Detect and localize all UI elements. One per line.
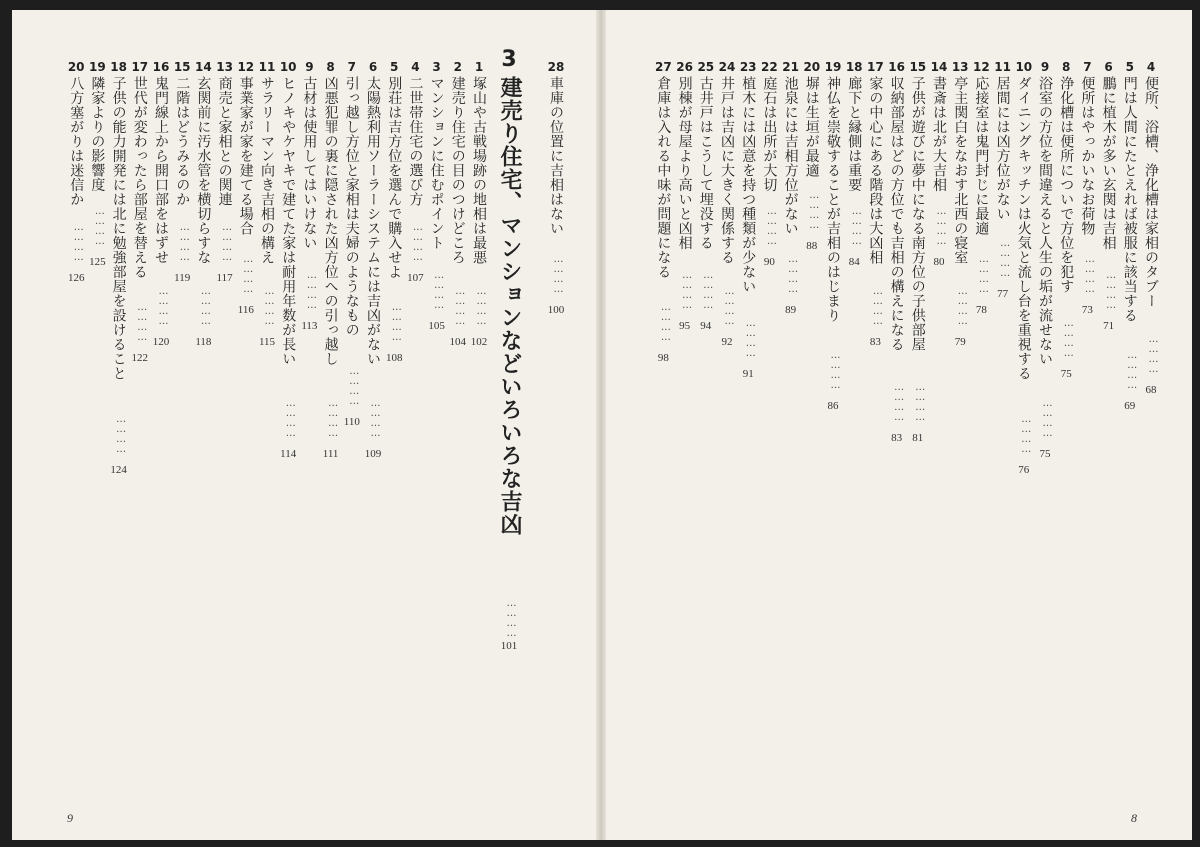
entry-title: ダイニングキッチンは火気と流し台を重視する — [1015, 76, 1032, 381]
entry-number: 9 — [1040, 60, 1050, 74]
entry-number: 12 — [237, 60, 255, 74]
leader-dots: ………… — [999, 238, 1011, 278]
leader-dots: ………… — [702, 270, 714, 310]
entry-number: 25 — [697, 60, 715, 74]
entry-page-number: 78 — [975, 304, 987, 316]
leader-dots: ………… — [242, 254, 254, 294]
leader-dots: ………… — [830, 350, 841, 390]
leader-dots: ………… — [136, 302, 148, 342]
entry-number: 15 — [173, 60, 191, 74]
entry-page-number: 120 — [152, 336, 170, 348]
right-page — [602, 10, 1192, 840]
entry-page-number: 79 — [954, 336, 966, 348]
entry-number: 3 — [432, 60, 441, 74]
entry-title: 古材は使用してはいけない — [301, 76, 318, 250]
entry-title: 応接室は鬼門封じに最適 — [973, 76, 990, 236]
leader-dots: ………… — [787, 254, 799, 294]
entry-title: 書斎は北が大吉相 — [931, 76, 947, 192]
entry-page-number: 105 — [428, 320, 445, 332]
entry-page-number: 100 — [547, 304, 565, 316]
entry-page-number: 94 — [700, 320, 712, 332]
entry-page-number: 126 — [67, 272, 85, 284]
entry-page-number: 84 — [848, 256, 860, 268]
entry-title: 事業家が家を建てる場合 — [237, 76, 254, 236]
entry-page-number: 118 — [195, 336, 212, 348]
entry-page-number: 73 — [1081, 304, 1093, 316]
entry-page-number: 77 — [997, 288, 1009, 300]
entry-number: 10 — [279, 60, 297, 74]
entry-number: 18 — [845, 60, 863, 74]
leader-dots: ………… — [94, 206, 106, 246]
entry-title: 浴室の方位を間違えると人生の垢が流せない — [1037, 76, 1053, 366]
leader-dots: ………… — [285, 398, 297, 438]
entry-number: 28 — [547, 60, 565, 74]
entry-title: 玄関前に汚水管を横切らすな — [195, 76, 212, 265]
entry-title: 二世帯住宅の選び方 — [407, 76, 424, 207]
leader-dots: ………… — [370, 398, 381, 438]
entry-page-number: 71 — [1103, 320, 1115, 332]
entry-title: 子供の能力開発には北に勉強部屋を設けること — [110, 76, 127, 381]
entry-title: 植木には凶意を持つ種類が少ない — [740, 76, 757, 294]
leader-dots: ………… — [115, 414, 127, 454]
entry-title: 便所はやっかいなお荷物 — [1079, 76, 1096, 236]
entry-page-number: 95 — [679, 320, 691, 332]
entry-title: 浄化槽は便所についで方位を犯す — [1058, 76, 1075, 294]
entry-title: 家の中心にある階段は大凶相 — [867, 76, 884, 265]
entry-number: 26 — [676, 60, 693, 74]
section-number: 3 — [501, 47, 517, 72]
entry-number: 7 — [1083, 60, 1092, 74]
entry-page-number: 119 — [174, 272, 191, 284]
entry-title: 倉庫は入れる中味が問題になる — [655, 76, 672, 279]
leader-dots: ………… — [1020, 414, 1032, 454]
left-page — [12, 10, 601, 840]
entry-page-number: 115 — [258, 336, 276, 348]
leader-dots: ………… — [745, 318, 757, 358]
leader-dots: ………… — [1063, 318, 1075, 358]
entry-title: サラリーマン向き吉相の構え — [259, 76, 275, 265]
entry-title: 子供が遊びに夢中になる南方位の子供部屋 — [909, 76, 926, 352]
entry-number: 13 — [951, 60, 969, 74]
entry-title: 井戸は吉凶に大きく関係する — [719, 76, 735, 265]
entry-number: 16 — [888, 60, 905, 74]
entry-title: 別荘は吉方位を選んで購入せよ — [386, 76, 403, 279]
entry-number: 2 — [453, 60, 462, 74]
leader-dots: ………… — [158, 286, 169, 326]
entry-page-number: 111 — [322, 448, 339, 460]
entry-number: 17 — [867, 60, 884, 74]
entry-title: 八方塞がりは迷信か — [68, 76, 85, 207]
entry-title: 太陽熱利用ソーラーシステムには吉凶がない — [365, 76, 381, 366]
entry-number: 22 — [761, 60, 778, 74]
entry-number: 11 — [994, 60, 1011, 74]
leader-dots: ………… — [851, 206, 863, 246]
entry-title: 廊下と縁側は重要 — [846, 76, 863, 192]
leader-dots: ………… — [936, 206, 947, 246]
entry-title: 引っ越し方位と家相は夫婦のようなもの — [343, 76, 360, 337]
entry-page-number: 75 — [1060, 368, 1072, 380]
entry-page-number: 69 — [1124, 400, 1136, 412]
entry-title: 車庫の位置に吉相はない — [548, 76, 564, 236]
entry-page-number: 110 — [343, 416, 360, 428]
leader-dots: ………… — [914, 382, 926, 422]
leader-dots: ………… — [766, 206, 778, 246]
leader-dots: ………… — [476, 286, 487, 326]
entry-number: 13 — [216, 60, 233, 74]
entry-page-number: 86 — [827, 400, 839, 412]
book-spine — [596, 10, 606, 840]
leader-dots: ………… — [433, 270, 445, 310]
leader-dots: ………… — [1148, 334, 1159, 374]
entry-number: 19 — [89, 60, 106, 74]
entry-number: 6 — [368, 60, 378, 74]
entry-number: 12 — [973, 60, 990, 74]
entry-number: 19 — [824, 60, 842, 74]
leader-dots: ………… — [1126, 350, 1138, 390]
entry-title: 二階はどうみるのか — [174, 76, 191, 207]
entry-title: 居間には凶方位がない — [994, 76, 1011, 221]
entry-number: 14 — [195, 60, 212, 74]
leader-dots: ………… — [808, 190, 820, 230]
entry-page-number: 83 — [869, 336, 881, 348]
entry-page-number: 80 — [933, 256, 945, 268]
entry-page-number: 75 — [1039, 448, 1051, 460]
entry-title: 庭石は出所が大切 — [761, 76, 778, 192]
entry-title: 隣家よりの影響度 — [89, 76, 106, 192]
leader-dots: ………… — [327, 398, 339, 438]
entry-page-number: 113 — [301, 320, 318, 332]
leader-dots: ………… — [306, 270, 318, 310]
leader-dots: ………… — [553, 254, 564, 294]
entry-title: 古井戸はこうして埋没する — [697, 76, 714, 250]
entry-title: 別棟が母屋より高いと凶相 — [676, 76, 693, 250]
entry-title: 池泉には吉相方位がない — [782, 76, 799, 236]
entry-title: 収納部屋はどの方位でも吉相の構えになる — [888, 76, 905, 352]
entry-number: 9 — [305, 60, 314, 74]
entry-number: 8 — [326, 60, 335, 74]
leader-dots: ………… — [412, 222, 424, 262]
entry-page-number: 101 — [500, 640, 518, 652]
leader-dots: ………… — [348, 366, 360, 406]
entry-number: 4 — [1146, 60, 1156, 74]
entry-page-number: 91 — [742, 368, 754, 380]
leader-dots: ………… — [454, 286, 466, 326]
leader-dots: ………… — [660, 302, 672, 342]
entry-page-number: 90 — [763, 256, 775, 268]
entry-number: 7 — [347, 60, 356, 74]
entry-number: 5 — [390, 60, 399, 74]
entry-number: 15 — [909, 60, 927, 74]
leader-dots: ………… — [391, 302, 403, 342]
entry-page-number: 81 — [912, 432, 924, 444]
section-title: 建売り住宅、マンションなどいろいろな吉凶 — [497, 76, 522, 536]
entry-title: 鵬に植木が多い玄関は吉相 — [1100, 76, 1117, 250]
leader-dots: ………… — [978, 254, 990, 294]
entry-title: 便所、浴槽、浄化槽は家相のタブー — [1143, 76, 1159, 308]
leader-dots: ………… — [872, 286, 884, 326]
entry-page-number: 124 — [110, 464, 127, 476]
entry-page-number: 116 — [237, 304, 254, 316]
entry-page-number: 108 — [385, 352, 403, 364]
entry-number: 4 — [411, 60, 420, 74]
entry-title: 商売と家相との関連 — [216, 76, 233, 207]
entry-number: 18 — [110, 60, 127, 74]
entry-title: 鬼門線上から開口部をはずせ — [153, 76, 169, 265]
entry-title: マンションに住むポイント — [428, 76, 445, 250]
right-page-number: 8 — [1131, 811, 1137, 825]
entry-page-number: 109 — [364, 448, 382, 460]
entry-number: 14 — [930, 60, 948, 74]
entry-page-number: 102 — [470, 336, 488, 348]
entry-number: 1 — [474, 60, 484, 74]
leader-dots: ………… — [957, 286, 969, 326]
entry-page-number: 114 — [280, 448, 297, 460]
entry-number: 8 — [1062, 60, 1071, 74]
entry-number: 16 — [152, 60, 170, 74]
entry-page-number: 107 — [407, 272, 424, 284]
left-page-number: 9 — [67, 811, 73, 825]
entry-number: 11 — [258, 60, 276, 74]
entry-page-number: 88 — [806, 240, 818, 252]
leader-dots: ………… — [1084, 254, 1096, 294]
entry-number: 20 — [803, 60, 821, 74]
leader-dots: ………… — [179, 222, 191, 262]
entry-title: 塀は生垣が最適 — [803, 76, 820, 178]
entry-title: 塚山や古戦場跡の地相は最悪 — [471, 76, 487, 265]
leader-dots: ………… — [506, 598, 517, 638]
leader-dots: ………… — [724, 286, 735, 326]
entry-title: 神仏を崇敬することが吉相のはじまり — [825, 76, 841, 323]
leader-dots: ………… — [221, 222, 233, 262]
entry-number: 5 — [1125, 60, 1134, 74]
entry-page-number: 122 — [131, 352, 149, 364]
leader-dots: ………… — [200, 286, 212, 326]
entry-title: 建売り住宅の目のつけどころ — [449, 76, 466, 265]
leader-dots: ………… — [264, 286, 275, 326]
entry-number: 20 — [67, 60, 85, 74]
leader-dots: ………… — [73, 222, 85, 262]
entry-number: 17 — [131, 60, 149, 74]
entry-number: 27 — [655, 60, 672, 74]
entry-number: 21 — [782, 60, 799, 74]
entry-title: ヒノキやケヤキで建てた家は耐用年数が長い — [280, 76, 297, 366]
entry-number: 23 — [739, 60, 757, 74]
leader-dots: ………… — [893, 382, 905, 422]
entry-number: 24 — [718, 60, 736, 74]
entry-page-number: 92 — [721, 336, 733, 348]
entry-title: 世代が変わったら部屋を替える — [131, 76, 148, 279]
entry-number: 6 — [1104, 60, 1113, 74]
entry-page-number: 76 — [1018, 464, 1030, 476]
entry-page-number: 68 — [1145, 384, 1157, 396]
entry-page-number: 117 — [216, 272, 233, 284]
entry-title: 亭主関白をなおす北西の寝室 — [952, 76, 969, 265]
leader-dots: ………… — [1105, 270, 1117, 310]
leader-dots: ………… — [681, 270, 693, 310]
entry-page-number: 89 — [785, 304, 797, 316]
leader-dots: ………… — [1042, 398, 1053, 438]
entry-title: 凶悪犯罪の裏に隠された凶方位への引っ越し — [322, 76, 339, 366]
entry-page-number: 125 — [89, 256, 106, 268]
entry-page-number: 104 — [449, 336, 467, 348]
entry-number: 10 — [1015, 60, 1033, 74]
entry-page-number: 98 — [657, 352, 669, 364]
entry-title: 門は人間にたとえれば被服に該当する — [1121, 76, 1138, 323]
entry-page-number: 83 — [891, 432, 903, 444]
